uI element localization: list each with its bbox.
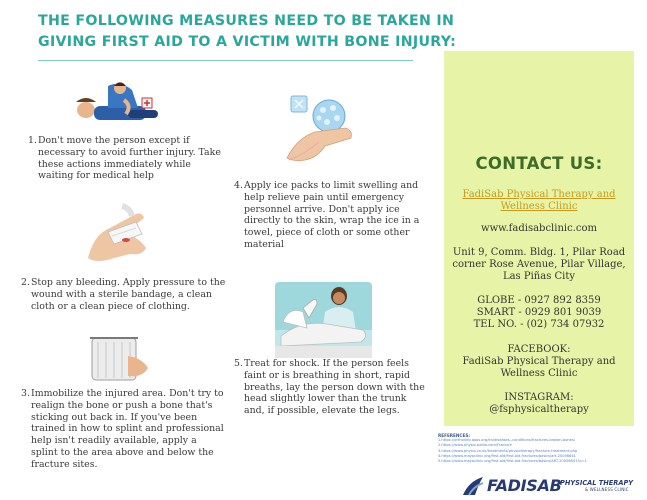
- references-title: REFERENCES:: [438, 433, 471, 438]
- clinic-name-link-line-2[interactable]: Wellness Clinic: [500, 201, 578, 212]
- reference-item[interactable]: 1.https://orthoinfo.aaos.org/en/diseases--conditions/fractures-broken-bones/: [438, 438, 575, 443]
- step-3: [21, 388, 224, 471]
- facebook-name-line-2: Wellness Clinic: [500, 368, 578, 379]
- splinted-limb-illustration: [84, 334, 154, 386]
- reference-item[interactable]: 2.https://www.physio-pedia.com/Fracture: [438, 443, 512, 448]
- ice-pack-illustration: [285, 94, 360, 172]
- heading-divider: [38, 60, 413, 61]
- logo-mark-icon: [461, 475, 487, 497]
- injured-person-illustration: [68, 80, 168, 128]
- instagram-handle: @fsphysicaltherapy: [489, 404, 589, 415]
- step-number: 4.: [234, 180, 243, 191]
- website-text: www.fadisabclinic.com: [481, 223, 597, 234]
- logo-tagline-2: & WELLNESS CLINIC: [585, 487, 629, 492]
- step-text: Immobilize the injured area. Don't try to realign the bone or push a bone that's sticking out back in. If you've been trained in how to splint and professional help isn't readily available, apply a splint to the area above and below the fracture sites.: [31, 388, 224, 470]
- contact-panel: [444, 51, 634, 426]
- step-number: 1.: [28, 135, 37, 146]
- references: [438, 433, 643, 464]
- step-4: [234, 180, 434, 251]
- nurse-patient-illustration: [275, 282, 372, 358]
- step-text: Treat for shock. If the person feels faint or is breathing in short, rapid breaths, lay the person down with the head slightly lower than the trunk and, if possible, elevate the legs.: [244, 358, 425, 417]
- fadisab-logo: [461, 475, 641, 497]
- bandaged-hand-illustration: [78, 196, 156, 270]
- reference-item[interactable]: 3.https://www.physio.co.uk/treatments/physiotherapy/fracture-treatment.php: [438, 448, 578, 453]
- reference-item[interactable]: 4.https://www.mayoclinic.org/first-aid/first-aid-fractures/basics/art-20056641: [438, 453, 576, 458]
- contact-title: CONTACT US:: [475, 154, 603, 173]
- instagram-label: INSTAGRAM:: [504, 392, 574, 403]
- facebook-label: FACEBOOK:: [507, 344, 571, 355]
- address-line-2: corner Rose Avenue, Pilar Village,: [452, 259, 626, 270]
- smart-number: SMART - 0929 801 9039: [476, 307, 602, 318]
- step-text: Stop any bleeding. Apply pressure to the wound with a sterile bandage, a clean cloth or a clean piece of clothing.: [31, 277, 226, 312]
- address-line-3: Las Piñas City: [502, 271, 576, 282]
- facebook-name-line-1: FadiSab Physical Therapy and: [462, 356, 616, 367]
- logo-tagline-1: PHYSICAL THERAPY: [560, 479, 634, 487]
- step-1: [28, 135, 223, 182]
- step-text: Apply ice packs to limit swelling and help relieve pain until emergency personnel arrive. Don't apply ice directly to the skin, wrap the ice in a towel, piece of cloth or some other material: [244, 180, 420, 250]
- step-2: [21, 277, 226, 312]
- tel-number: TEL NO. - (02) 734 07932: [473, 319, 605, 330]
- address-line-1: Unit 9, Comm. Bldg. 1, Pilar Road: [452, 247, 626, 258]
- step-text: Don't move the person except if necessary to avoid further injury. Take these actions immediately while waiting for medical help: [38, 135, 221, 182]
- heading-line-2: GIVING FIRST AID TO A VICTIM WITH BONE INJURY:: [38, 34, 457, 50]
- step-5: [234, 358, 429, 417]
- heading-line-1: THE FOLLOWING MEASURES NEED TO BE TAKEN IN: [38, 13, 455, 29]
- globe-number: GLOBE - 0927 892 8359: [477, 295, 601, 306]
- page-heading: [38, 11, 457, 53]
- reference-item[interactable]: 5.https://www.mayoclinic.org/first-aid/first-aid-fractures/basics/ART-20056641?p=1: [438, 459, 587, 464]
- logo-wordmark: FADISAB: [487, 476, 562, 495]
- clinic-name-link-line-1[interactable]: FadiSab Physical Therapy and: [462, 189, 616, 200]
- step-number: 5.: [234, 358, 243, 369]
- step-number: 3.: [21, 388, 30, 399]
- step-number: 2.: [21, 277, 30, 288]
